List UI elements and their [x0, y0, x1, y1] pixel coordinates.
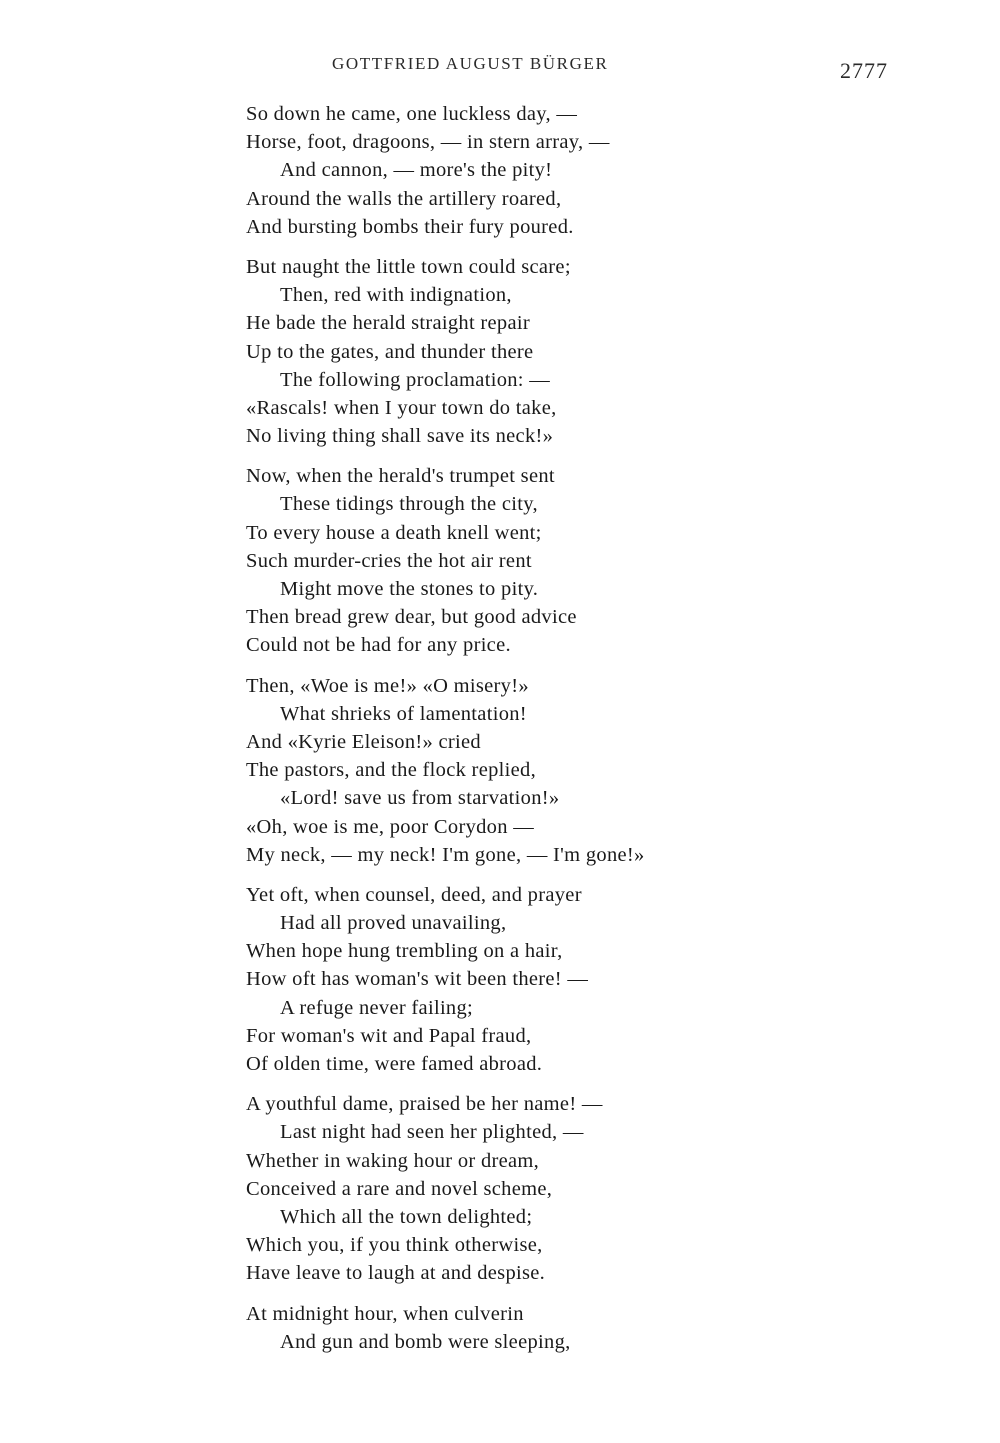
verse-line: Then bread grew dear, but good advice — [246, 606, 577, 629]
verse-line: Last night had seen her plighted, — — [280, 1121, 584, 1144]
verse-line: But naught the little town could scare; — [246, 255, 571, 278]
verse-line: When hope hung trembling on a hair, — [246, 940, 563, 963]
running-head: GOTTFRIED AUGUST BÜRGER — [332, 54, 609, 73]
verse-line: Then, «Woe is me!» «O misery!» — [246, 674, 529, 697]
verse-line: He bade the herald straight repair — [246, 312, 530, 335]
verse-line: Could not be had for any price. — [246, 634, 511, 657]
verse-line: Then, red with indignation, — [280, 284, 512, 307]
stanza — [246, 462, 946, 659]
verse-line: And cannon, — more's the pity! — [280, 159, 553, 182]
verse-line: Might move the stones to pity. — [280, 578, 539, 600]
verse-line: «Oh, woe is me, poor Corydon — — [246, 815, 535, 838]
verse-line: Now, when the herald's trumpet sent — [246, 465, 555, 488]
verse-line: Such murder-cries the hot air rent — [246, 549, 532, 572]
verse-line: «Lord! save us from starvation!» — [280, 787, 560, 810]
stanza — [246, 100, 946, 241]
stanza — [246, 672, 946, 869]
verse-line: Whether in waking hour or dream, — [246, 1149, 540, 1172]
stanza — [246, 253, 946, 450]
verse-line: Of olden time, were famed abroad. — [246, 1053, 543, 1075]
verse-line: A youthful dame, praised be her name! — — [246, 1093, 603, 1116]
verse-line: No living thing shall save its neck!» — [246, 425, 554, 448]
verse-line: A refuge never failing; — [280, 996, 474, 1019]
verse-line: What shrieks of lamentation! — [280, 702, 527, 725]
poem-body — [246, 100, 946, 1368]
verse-line: Yet oft, when counsel, deed, and prayer — [246, 883, 582, 906]
verse-line: And gun and bomb were sleeping, — [280, 1330, 571, 1353]
verse-line: My neck, — my neck! I'm gone, — I'm gone!» — [246, 843, 645, 866]
verse-line: And bursting bombs their fury poured. — [246, 215, 574, 238]
verse-line: So down he came, one luckless day, — — [246, 103, 578, 125]
verse-line: At midnight hour, when culverin — [246, 1302, 524, 1325]
verse-line: Have leave to laugh at and despise. — [246, 1262, 546, 1285]
verse-line: Up to the gates, and thunder there — [246, 340, 534, 363]
page-number: 2777 — [840, 58, 888, 83]
stanza — [246, 881, 946, 1078]
verse-line: Conceived a rare and novel scheme, — [246, 1177, 553, 1200]
stanza — [246, 1300, 946, 1356]
verse-line: How oft has woman's wit been there! — — [246, 968, 589, 991]
verse-line: Which you, if you think otherwise, — [246, 1234, 543, 1257]
verse-line: «Rascals! when I your town do take, — [246, 396, 557, 419]
verse-line: Horse, foot, dragoons, — in stern array, — — [246, 131, 610, 154]
verse-line: The pastors, and the flock replied, — [246, 759, 537, 782]
stanza — [246, 1090, 946, 1287]
verse-line: Around the walls the artillery roared, — [246, 187, 562, 210]
verse-line: Which all the town delighted; — [280, 1205, 533, 1228]
verse-line: These tidings through the city, — [280, 493, 538, 516]
verse-line: And «Kyrie Eleison!» cried — [246, 730, 481, 753]
verse-line: The following proclamation: — — [280, 368, 551, 391]
verse-line: Had all proved unavailing, — [280, 912, 507, 935]
verse-line: For woman's wit and Papal fraud, — [246, 1024, 532, 1047]
verse-line: To every house a death knell went; — [246, 521, 542, 544]
